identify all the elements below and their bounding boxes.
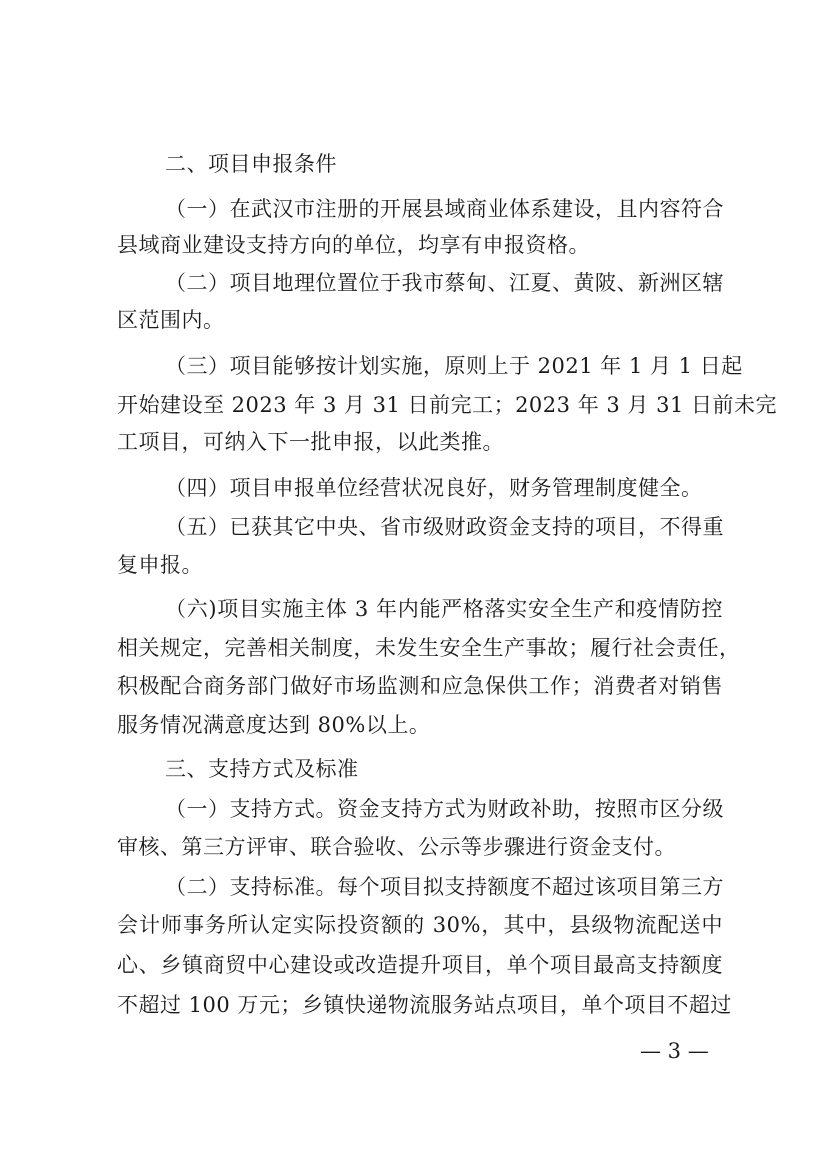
condition-5-line-2: 复申报。 bbox=[117, 553, 203, 577]
condition-6-line-1: （六)项目实施主体 3 年内能严格落实安全生产和疫情防控 bbox=[165, 597, 723, 621]
section-heading-conditions: 二、项目申报条件 bbox=[165, 152, 337, 176]
support-standard-label: （二）支持标准。 bbox=[165, 875, 337, 899]
condition-4-line-1: （四）项目申报单位经营状况良好，财务管理制度健全。 bbox=[165, 476, 703, 500]
condition-1-line-1: （一）在武汉市注册的开展县域商业体系建设，且内容符合 bbox=[165, 197, 724, 221]
condition-6-line-4: 服务情况满意度达到 80%以上。 bbox=[117, 713, 431, 737]
condition-1-line-2: 县域商业建设支持方向的单位，均享有申报资格。 bbox=[117, 233, 590, 257]
support-standard-line-1 bbox=[165, 873, 723, 901]
condition-3-line-3: 工项目，可纳入下一批申报，以此类推。 bbox=[117, 430, 504, 454]
condition-2-line-1: （二）项目地理位置位于我市蔡甸、江夏、黄陂、新洲区辖 bbox=[165, 271, 724, 295]
condition-2-line-2: 区范围内。 bbox=[117, 308, 225, 332]
section-heading-support: 三、支持方式及标准 bbox=[165, 757, 359, 781]
support-method-line-1 bbox=[165, 795, 723, 823]
condition-3-line-1: （三）项目能够按计划实施，原则上于 2021 年 1 月 1 日起 bbox=[165, 354, 743, 378]
support-standard-line-4: 不超过 100 万元；乡镇快递物流服务站点项目，单个项目不超过 bbox=[117, 993, 732, 1017]
condition-6-line-2: 相关规定，完善相关制度，未发生安全生产事故；履行社会责任， bbox=[117, 636, 741, 660]
support-method-text: 资金支持方式为财政补助，按照市区分级 bbox=[337, 797, 724, 821]
support-standard-text: 每个项目拟支持额度不超过该项目第三方 bbox=[337, 875, 724, 899]
support-standard-line-2: 会计师事务所认定实际投资额的 30%，其中，县级物流配送中 bbox=[117, 913, 723, 937]
support-standard-line-3: 心、乡镇商贸中心建设或改造提升项目，单个项目最高支持额度 bbox=[117, 953, 723, 977]
condition-3-line-2: 开始建设至 2023 年 3 月 31 日前完工；2023 年 3 月 31 日前未完 bbox=[117, 393, 777, 417]
condition-5-line-1: （五）已获其它中央、省市级财政资金支持的项目，不得重 bbox=[165, 515, 724, 539]
page-number: — 3 — bbox=[640, 1039, 709, 1063]
support-method-line-2: 审核、第三方评审、联合验收、公示等步骤进行资金支付。 bbox=[117, 835, 676, 859]
support-method-label: （一）支持方式。 bbox=[165, 797, 337, 821]
condition-6-line-3: 积极配合商务部门做好市场监测和应急保供工作；消费者对销售 bbox=[117, 674, 723, 698]
